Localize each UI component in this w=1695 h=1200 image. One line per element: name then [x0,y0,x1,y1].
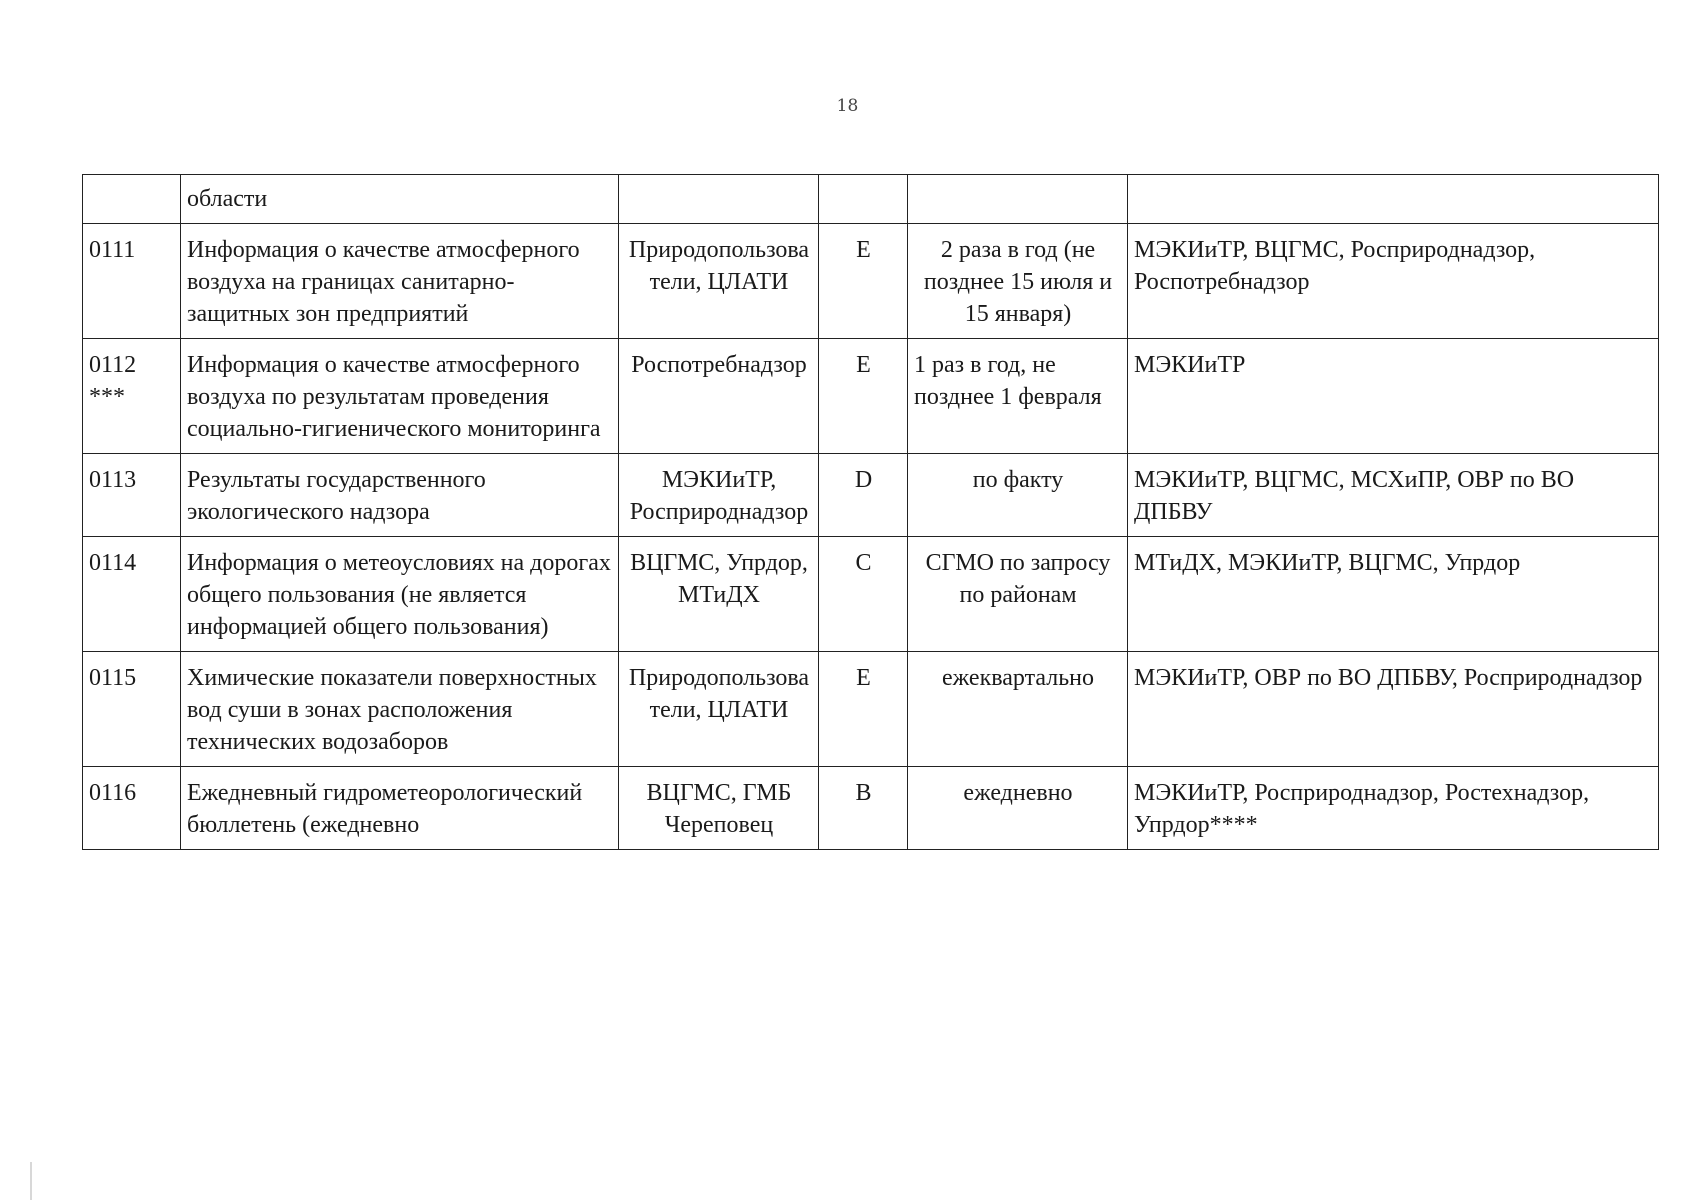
page-number: 18 [836,96,859,116]
record-category: B [819,767,908,850]
record-code [83,175,181,224]
record-code: 0113 [83,454,181,537]
record-code: 0116 [83,767,181,850]
record-category: E [819,652,908,767]
record-category [819,175,908,224]
record-frequency: ежедневно [908,767,1128,850]
table-row [83,767,1659,850]
records-table [82,174,1659,850]
record-frequency [908,175,1128,224]
record-provider: ВЦГМС, Упрдор, МТиДХ [619,537,819,652]
record-frequency: 2 раза в год (не позднее 15 июля и 15 января) [908,224,1128,339]
scan-artifact [30,1162,32,1200]
record-recipients [1128,175,1659,224]
record-frequency: по факту [908,454,1128,537]
record-description: Ежедневный гидрометеорологический бюллетень (ежедневно [181,767,619,850]
record-provider: Роспотребнадзор [619,339,819,454]
record-description: Информация о метеоусловиях на дорогах общего пользования (не является информацией общего пользования) [181,537,619,652]
record-description: Химические показатели поверхностных вод суши в зонах расположения технических водозаборов [181,652,619,767]
table-row [83,537,1659,652]
record-frequency: 1 раз в год, не позднее 1 февраля [908,339,1128,454]
record-code: 0112 *** [83,339,181,454]
record-provider: ВЦГМС, ГМБ Череповец [619,767,819,850]
table-row [83,175,1659,224]
record-recipients: МЭКИиТР [1128,339,1659,454]
record-recipients: МЭКИиТР, Росприроднадзор, Ростехнадзор, Упрдор**** [1128,767,1659,850]
table-row [83,224,1659,339]
table-row [83,652,1659,767]
record-code: 0111 [83,224,181,339]
record-description: области [181,175,619,224]
record-recipients: МЭКИиТР, ВЦГМС, Росприроднадзор, Роспотребнадзор [1128,224,1659,339]
records-table-body [83,175,1659,850]
record-description: Информация о качестве атмосферного воздуха на границах санитарно-защитных зон предприятий [181,224,619,339]
record-category: E [819,224,908,339]
record-provider: Природопользователи, ЦЛАТИ [619,652,819,767]
record-description: Информация о качестве атмосферного воздуха по результатам проведения социально-гигиенического мониторинга [181,339,619,454]
table-row [83,339,1659,454]
record-category: E [819,339,908,454]
record-category: C [819,537,908,652]
record-code: 0115 [83,652,181,767]
record-recipients: МЭКИиТР, ОВР по ВО ДПБВУ, Росприроднадзор [1128,652,1659,767]
record-description: Результаты государственного экологического надзора [181,454,619,537]
record-provider: Природопользователи, ЦЛАТИ [619,224,819,339]
record-provider: МЭКИиТР, Росприроднадзор [619,454,819,537]
record-frequency: СГМО по запросу по районам [908,537,1128,652]
record-category: D [819,454,908,537]
table-row [83,454,1659,537]
record-provider [619,175,819,224]
record-code: 0114 [83,537,181,652]
record-recipients: МЭКИиТР, ВЦГМС, МСХиПР, ОВР по ВО ДПБВУ [1128,454,1659,537]
record-recipients: МТиДХ, МЭКИиТР, ВЦГМС, Упрдор [1128,537,1659,652]
record-frequency: ежеквартально [908,652,1128,767]
